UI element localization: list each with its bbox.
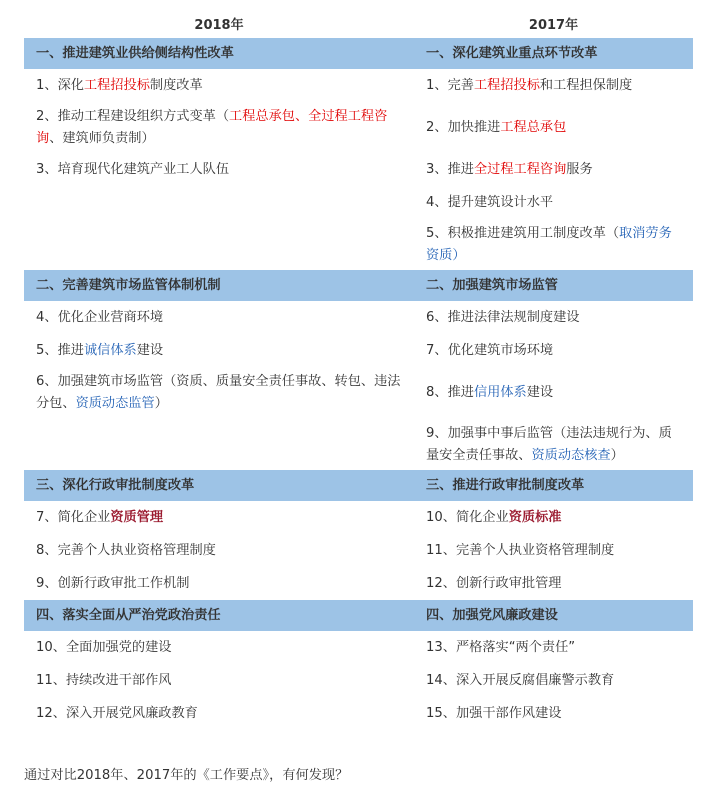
table-row (24, 419, 693, 470)
section-left: 二、完善建筑市场监管体制机制 (24, 270, 414, 301)
cell-left (24, 219, 414, 270)
cell-left: 10、全面加强党的建设 (36, 639, 172, 655)
cell-right: 12、创新行政审批管理 (426, 575, 562, 591)
cell-right: 1、完善工程招投标和工程担保制度 (426, 77, 633, 93)
section-row (24, 600, 693, 631)
table-row (24, 102, 693, 153)
cell-left: 12、深入开展党风廉政教育 (36, 705, 198, 721)
cell-left (24, 186, 414, 219)
cell-right: 15、加强干部作风建设 (426, 705, 562, 721)
cell-left: 7、简化企业资质管理 (36, 509, 164, 525)
table-row (24, 153, 693, 186)
cell-right: 13、严格落实“两个责任” (426, 639, 576, 655)
section-right: 二、加强建筑市场监管 (414, 270, 693, 301)
comparison-table (24, 8, 693, 730)
cell-left: 5、推进诚信体系建设 (36, 342, 164, 358)
table-row (24, 631, 693, 664)
table-row (24, 697, 693, 730)
header-2017: 2017年 (528, 17, 579, 33)
section-row (24, 470, 693, 501)
section-left: 三、深化行政审批制度改革 (24, 470, 414, 501)
cell-left (24, 419, 414, 470)
table-row (24, 501, 693, 534)
section-row (24, 270, 693, 301)
section-right: 一、深化建筑业重点环节改革 (414, 38, 693, 69)
section-right: 三、推进行政审批制度改革 (414, 470, 693, 501)
cell-right: 14、深入开展反腐倡廉警示教育 (426, 672, 615, 688)
cell-right: 10、简化企业资质标准 (426, 509, 562, 525)
section-left: 四、落实全面从严治党政治责任 (24, 600, 414, 631)
table-row (24, 534, 693, 567)
section-row (24, 38, 693, 69)
table-row (24, 334, 693, 367)
cell-right: 9、加强事中事后监管（违法违规行为、质量安全责任事故、资质动态核查） (426, 425, 672, 463)
section-left: 一、推进建筑业供给侧结构性改革 (24, 38, 414, 69)
table-row (24, 69, 693, 102)
cell-left: 11、持续改进干部作风 (36, 672, 172, 688)
cell-right: 6、推进法律法规制度建设 (426, 309, 580, 325)
cell-right: 2、加快推进工程总承包 (426, 119, 567, 135)
footer-question: 通过对比2018年、2017年的《工作要点》，有何发现？ (24, 768, 349, 783)
cell-left: 4、优化企业营商环境 (36, 309, 164, 325)
table-row (24, 219, 693, 270)
cell-left: 6、加强建筑市场监管（资质、质量安全责任事故、转包、违法分包、资质动态监管） (36, 374, 401, 411)
cell-right: 3、推进全过程工程咨询服务 (426, 161, 593, 177)
header-2018: 2018年 (194, 17, 244, 33)
section-right: 四、加强党风廉政建设 (414, 600, 693, 631)
cell-left: 8、完善个人执业资格管理制度 (36, 542, 216, 558)
cell-left: 9、创新行政审批工作机制 (36, 575, 190, 591)
cell-left: 3、培育现代化建筑产业工人队伍 (36, 161, 230, 177)
table-row (24, 664, 693, 697)
cell-right: 8、推进信用体系建设 (426, 385, 554, 400)
cell-left: 1、深化工程招投标制度改革 (36, 77, 203, 93)
cell-right: 4、提升建筑设计水平 (426, 194, 554, 210)
cell-right: 11、完善个人执业资格管理制度 (426, 542, 615, 558)
table-row (24, 367, 693, 419)
table-row (24, 301, 693, 334)
header-row (24, 8, 693, 38)
cell-right: 5、积极推进建筑用工制度改革（取消劳务资质） (426, 225, 672, 263)
cell-left: 2、推动工程建设组织方式变革（工程总承包、全过程工程咨询、建筑师负责制） (36, 108, 388, 146)
table-row (24, 186, 693, 219)
cell-right: 7、优化建筑市场环境 (426, 342, 554, 358)
table-row (24, 567, 693, 600)
